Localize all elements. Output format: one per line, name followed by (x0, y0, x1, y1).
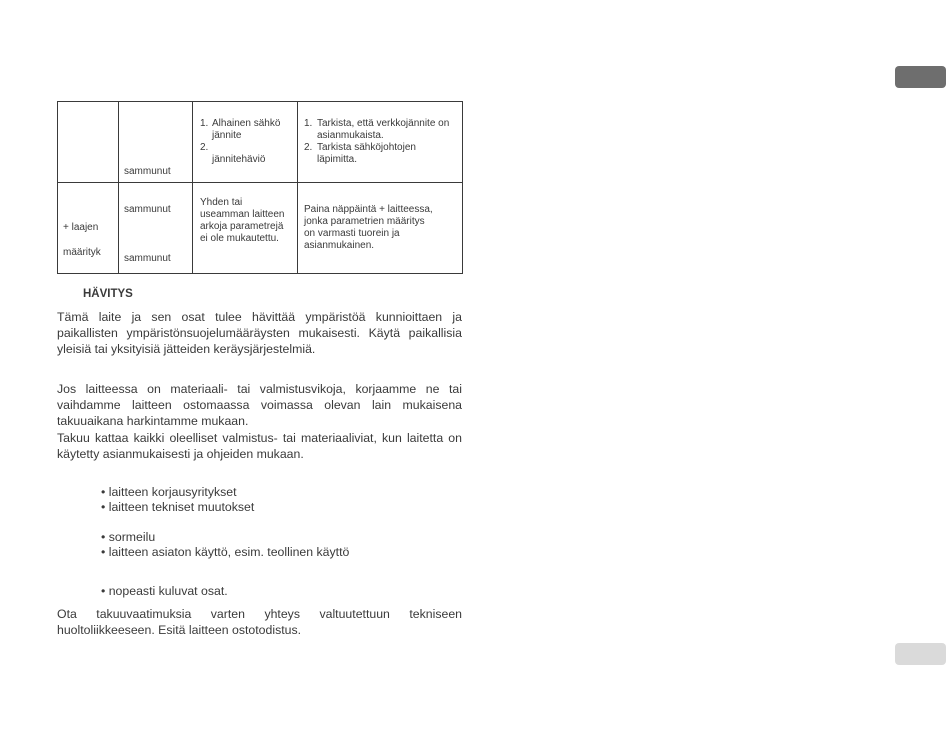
section-tab-marker (895, 66, 946, 88)
table-row (58, 183, 463, 274)
page-tab-marker (895, 643, 946, 665)
warranty-paragraph: Jos laitteessa on materiaali- tai valmistusvikoja, korjaamme ne tai vaihdamme laitteen ostomaassa voimassa olevan lain mukaisena takuuaikana harkintamme mukaan. (57, 382, 462, 428)
list-number: 1. (200, 118, 209, 129)
list-number: 1. (304, 118, 313, 129)
list-item: • nopeasti kuluvat osat. (101, 584, 228, 598)
problem-text: + laajen (63, 222, 99, 233)
cause-text: jännite (212, 130, 242, 141)
solution-text: läpimitta. (317, 154, 358, 165)
disposal-paragraph: Tämä laite ja sen osat tulee hävittää ympäristöä kunnioittaen ja paikallisten ympäristönsuojelumääräysten mukaisesti. Käytä paikallisia yleisiä tai yksityisiä jätteiden keräysjärjestelmiä. (57, 310, 462, 356)
cause-text: Yhden tai (200, 197, 243, 208)
table-cell (58, 102, 119, 183)
status-text: sammunut (124, 253, 171, 264)
list-number: 2. (200, 142, 209, 153)
cause-text: ei ole mukautettu. (200, 233, 279, 244)
solution-text: Tarkista sähköjohtojen (317, 142, 416, 153)
table-cell (298, 102, 463, 183)
cause-text: jännitehäviö (212, 154, 266, 165)
problem-text: määrityk (63, 247, 101, 258)
list-item: • sormeilu (101, 530, 156, 544)
table-cell (193, 102, 298, 183)
troubleshooting-table (57, 101, 463, 274)
cause-text: arkoja parametrejä (200, 221, 284, 232)
table-cell (119, 102, 193, 183)
warranty-coverage-paragraph: Takuu kattaa kaikki oleelliset valmistus- tai materiaaliviat, kun laitetta on käytetty asianmukaisesti ja ohjeiden mukaan. (57, 431, 462, 461)
status-text: sammunut (124, 204, 171, 215)
solution-text: jonka parametrien määritys (304, 216, 425, 227)
cause-text: Alhainen sähkö (212, 118, 281, 129)
table-cell (58, 183, 119, 274)
list-item: • laitteen korjausyritykset (101, 485, 237, 499)
solution-text: on varmasti tuorein ja (304, 228, 400, 239)
list-item: • laitteen asiaton käyttö, esim. teollinen käyttö (101, 545, 350, 559)
section-heading: HÄVITYS (83, 288, 133, 300)
table-cell (193, 183, 298, 274)
cause-text: useamman laitteen (200, 209, 285, 220)
list-item: • laitteen tekniset muutokset (101, 500, 255, 514)
solution-text: asianmukaista. (317, 130, 384, 141)
solution-text: Paina näppäintä + laitteessa, (304, 204, 433, 215)
list-number: 2. (304, 142, 313, 153)
solution-text: Tarkista, että verkkojännite on (317, 118, 450, 129)
status-text: sammunut (124, 166, 171, 177)
solution-text: asianmukainen. (304, 240, 375, 251)
table-cell (119, 183, 193, 274)
table-row (58, 102, 463, 183)
table-cell (298, 183, 463, 274)
warranty-claim-paragraph: Ota takuuvaatimuksia varten yhteys valtuutettuun tekniseen huoltoliikkeeseen. Esitä laitteen ostotodistus. (57, 607, 462, 637)
